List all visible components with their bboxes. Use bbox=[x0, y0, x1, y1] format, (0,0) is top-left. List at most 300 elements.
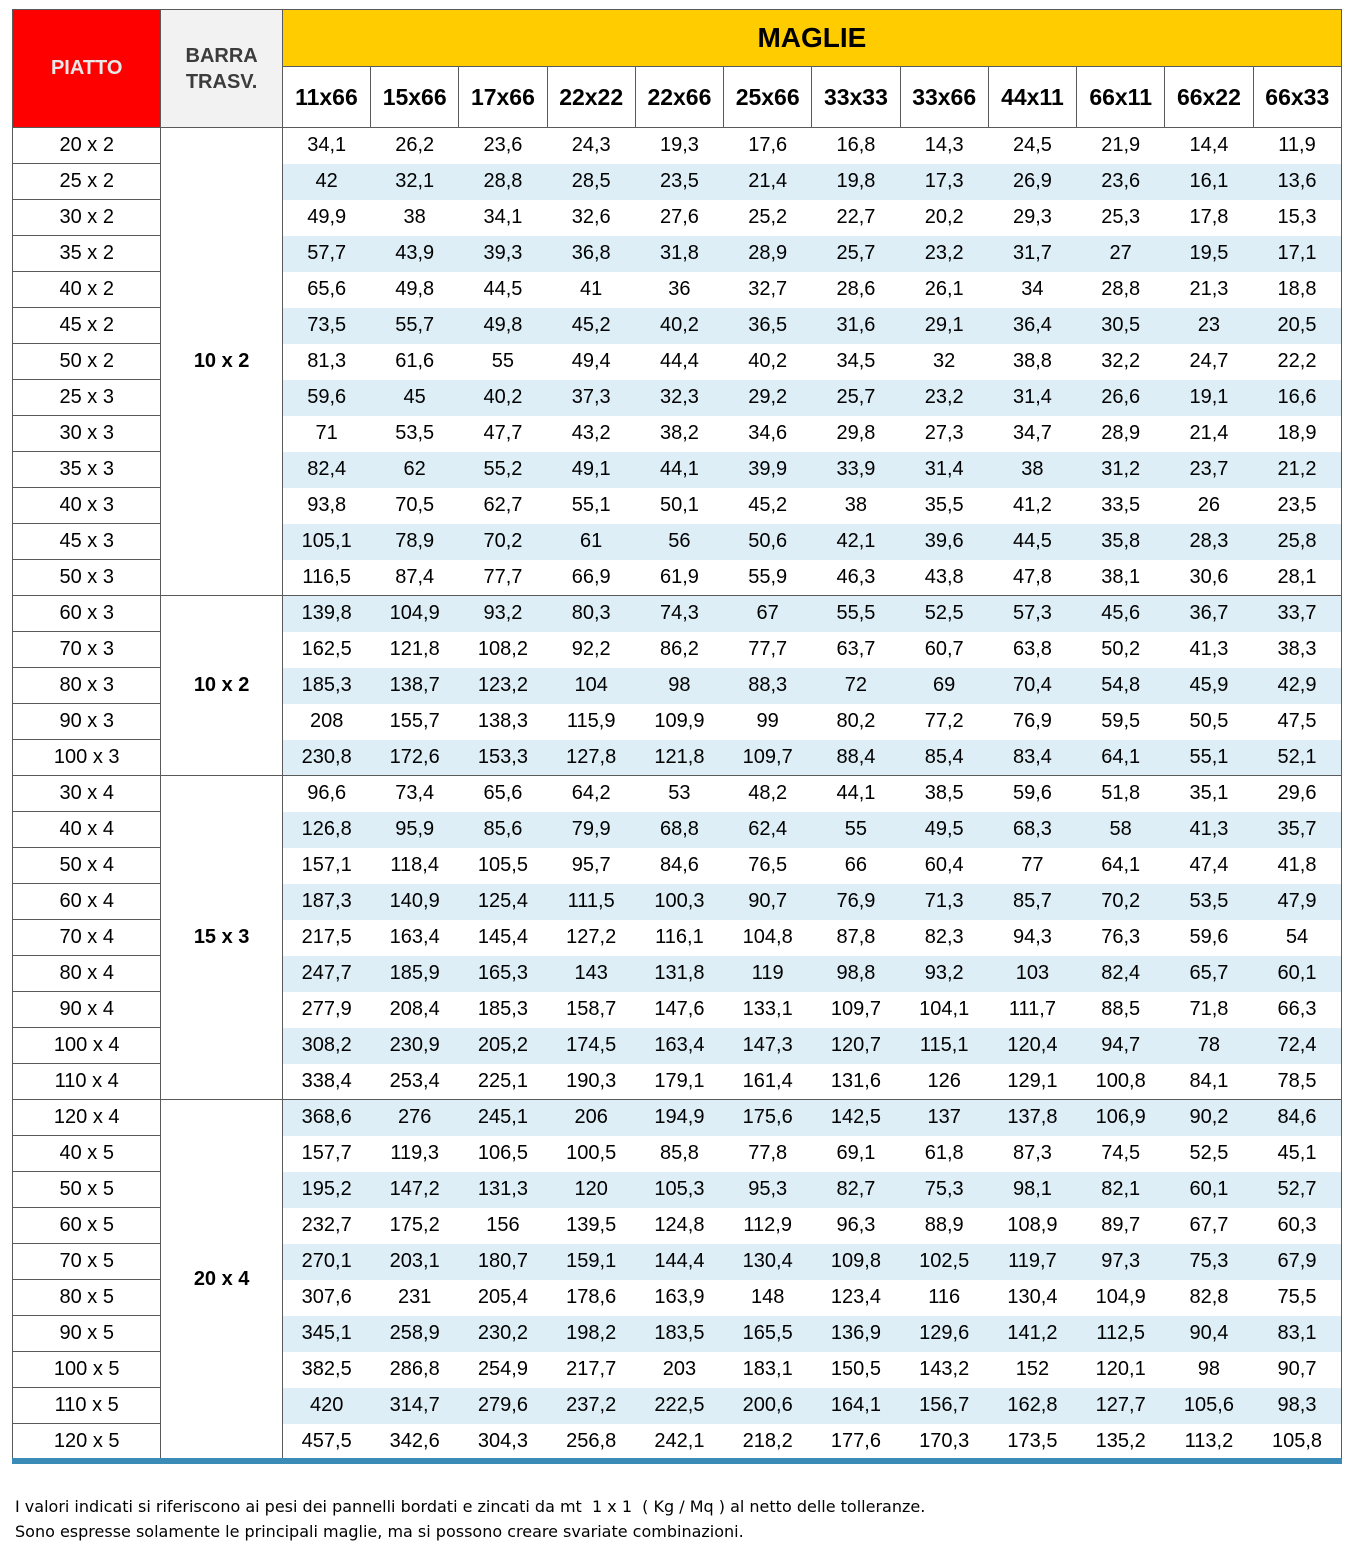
weight-cell: 31,7 bbox=[988, 236, 1076, 272]
weight-cell: 17,3 bbox=[900, 164, 988, 200]
weight-cell: 16,8 bbox=[812, 128, 900, 164]
weight-cell: 70,4 bbox=[988, 668, 1076, 704]
weight-cell: 84,6 bbox=[635, 848, 723, 884]
weight-cell: 72,4 bbox=[1253, 1028, 1341, 1064]
weight-cell: 144,4 bbox=[635, 1244, 723, 1280]
weight-cell: 29,3 bbox=[988, 200, 1076, 236]
weight-cell: 147,2 bbox=[371, 1172, 459, 1208]
weight-cell: 106,9 bbox=[1077, 1100, 1165, 1136]
weight-cell: 87,8 bbox=[812, 920, 900, 956]
weight-cell: 54,8 bbox=[1077, 668, 1165, 704]
weight-cell: 77 bbox=[988, 848, 1076, 884]
weight-cell: 54 bbox=[1253, 920, 1341, 956]
weight-cell: 45,1 bbox=[1253, 1136, 1341, 1172]
piatto-cell: 60 x 3 bbox=[13, 596, 161, 632]
weight-cell: 105,3 bbox=[635, 1172, 723, 1208]
mesh-header-cell: 66x22 bbox=[1165, 67, 1253, 128]
footnote-line: Sono espresse solamente le principali maglie, ma si possono creare svariate combinazioni. bbox=[15, 1522, 744, 1541]
weight-cell: 56 bbox=[635, 524, 723, 560]
weight-cell: 104,8 bbox=[724, 920, 812, 956]
weight-cell: 138,7 bbox=[371, 668, 459, 704]
weight-cell: 137,8 bbox=[988, 1100, 1076, 1136]
weight-cell: 20,5 bbox=[1253, 308, 1341, 344]
weight-cell: 67,7 bbox=[1165, 1208, 1253, 1244]
weight-cell: 119,7 bbox=[988, 1244, 1076, 1280]
weight-cell: 230,9 bbox=[371, 1028, 459, 1064]
weight-cell: 80,3 bbox=[547, 596, 635, 632]
weight-cell: 276 bbox=[371, 1100, 459, 1136]
weight-cell: 38,8 bbox=[988, 344, 1076, 380]
piatto-cell: 80 x 5 bbox=[13, 1280, 161, 1316]
weight-cell: 53,5 bbox=[371, 416, 459, 452]
piatto-cell: 50 x 2 bbox=[13, 344, 161, 380]
weight-cell: 97,3 bbox=[1077, 1244, 1165, 1280]
weight-cell: 30,6 bbox=[1165, 560, 1253, 596]
weight-cell: 139,5 bbox=[547, 1208, 635, 1244]
weight-cell: 19,3 bbox=[635, 128, 723, 164]
weight-cell: 29,2 bbox=[724, 380, 812, 416]
weight-cell: 21,4 bbox=[1165, 416, 1253, 452]
weight-cell: 115,9 bbox=[547, 704, 635, 740]
weight-cell: 82,3 bbox=[900, 920, 988, 956]
weight-cell: 45,6 bbox=[1077, 596, 1165, 632]
weight-cell: 29,6 bbox=[1253, 776, 1341, 812]
weight-cell: 35,7 bbox=[1253, 812, 1341, 848]
weight-cell: 59,6 bbox=[282, 380, 370, 416]
piatto-cell: 120 x 5 bbox=[13, 1424, 161, 1460]
weight-cell: 118,4 bbox=[371, 848, 459, 884]
weight-cell: 61,6 bbox=[371, 344, 459, 380]
weight-cell: 170,3 bbox=[900, 1424, 988, 1460]
weight-cell: 93,8 bbox=[282, 488, 370, 524]
weight-cell: 143 bbox=[547, 956, 635, 992]
weight-cell: 23,2 bbox=[900, 236, 988, 272]
table-header bbox=[13, 10, 1342, 128]
weight-cell: 258,9 bbox=[371, 1316, 459, 1352]
weight-cell: 49,9 bbox=[282, 200, 370, 236]
weight-cell: 112,5 bbox=[1077, 1316, 1165, 1352]
piatto-cell: 90 x 4 bbox=[13, 992, 161, 1028]
weight-cell: 124,8 bbox=[635, 1208, 723, 1244]
weight-cell: 163,4 bbox=[371, 920, 459, 956]
weight-cell: 34,1 bbox=[459, 200, 547, 236]
weight-cell: 93,2 bbox=[900, 956, 988, 992]
weight-cell: 36,8 bbox=[547, 236, 635, 272]
weight-cell: 277,9 bbox=[282, 992, 370, 1028]
weight-cell: 36,7 bbox=[1165, 596, 1253, 632]
piatto-cell: 40 x 5 bbox=[13, 1136, 161, 1172]
weight-cell: 19,8 bbox=[812, 164, 900, 200]
weight-cell: 92,2 bbox=[547, 632, 635, 668]
weight-cell: 138,3 bbox=[459, 704, 547, 740]
barra-cell: 10 x 2 bbox=[161, 596, 282, 776]
weight-cell: 63,7 bbox=[812, 632, 900, 668]
weight-cell: 68,3 bbox=[988, 812, 1076, 848]
weight-cell: 145,4 bbox=[459, 920, 547, 956]
weight-cell: 31,2 bbox=[1077, 452, 1165, 488]
weight-cell: 43,8 bbox=[900, 560, 988, 596]
piatto-cell: 45 x 3 bbox=[13, 524, 161, 560]
weight-cell: 28,8 bbox=[459, 164, 547, 200]
weight-cell: 55,1 bbox=[1165, 740, 1253, 776]
weight-cell: 32,3 bbox=[635, 380, 723, 416]
weight-cell: 55,2 bbox=[459, 452, 547, 488]
weight-cell: 60,1 bbox=[1253, 956, 1341, 992]
weight-cell: 123,2 bbox=[459, 668, 547, 704]
weight-cell: 57,7 bbox=[282, 236, 370, 272]
barra-header bbox=[161, 10, 282, 128]
weight-cell: 143,2 bbox=[900, 1352, 988, 1388]
piatto-cell: 100 x 5 bbox=[13, 1352, 161, 1388]
weight-cell: 73,5 bbox=[282, 308, 370, 344]
piatto-cell: 35 x 3 bbox=[13, 452, 161, 488]
weight-cell: 21,2 bbox=[1253, 452, 1341, 488]
weight-cell: 25,7 bbox=[812, 236, 900, 272]
piatto-cell: 40 x 3 bbox=[13, 488, 161, 524]
piatto-cell: 110 x 5 bbox=[13, 1388, 161, 1424]
weight-cell: 26,9 bbox=[988, 164, 1076, 200]
weight-cell: 47,4 bbox=[1165, 848, 1253, 884]
weight-cell: 100,3 bbox=[635, 884, 723, 920]
piatto-cell: 30 x 2 bbox=[13, 200, 161, 236]
piatto-cell: 70 x 5 bbox=[13, 1244, 161, 1280]
weight-cell: 98,1 bbox=[988, 1172, 1076, 1208]
mesh-header-cell: 44x11 bbox=[988, 67, 1076, 128]
weight-cell: 130,4 bbox=[988, 1280, 1076, 1316]
weight-cell: 163,4 bbox=[635, 1028, 723, 1064]
weight-cell: 64,2 bbox=[547, 776, 635, 812]
weight-cell: 147,6 bbox=[635, 992, 723, 1028]
weight-cell: 24,5 bbox=[988, 128, 1076, 164]
weight-cell: 34,5 bbox=[812, 344, 900, 380]
weight-cell: 47,9 bbox=[1253, 884, 1341, 920]
weight-cell: 109,7 bbox=[812, 992, 900, 1028]
table-body bbox=[13, 128, 1342, 1460]
weight-cell: 24,7 bbox=[1165, 344, 1253, 380]
weight-cell: 87,4 bbox=[371, 560, 459, 596]
weight-cell: 33,9 bbox=[812, 452, 900, 488]
weight-cell: 34 bbox=[988, 272, 1076, 308]
weight-cell: 31,4 bbox=[988, 380, 1076, 416]
weight-cell: 22,7 bbox=[812, 200, 900, 236]
weight-cell: 121,8 bbox=[635, 740, 723, 776]
weight-cell: 382,5 bbox=[282, 1352, 370, 1388]
weight-cell: 98 bbox=[1165, 1352, 1253, 1388]
weight-cell: 64,1 bbox=[1077, 740, 1165, 776]
piatto-cell: 45 x 2 bbox=[13, 308, 161, 344]
weight-cell: 78,5 bbox=[1253, 1064, 1341, 1100]
weight-cell: 164,1 bbox=[812, 1388, 900, 1424]
weight-cell: 23,2 bbox=[900, 380, 988, 416]
weight-cell: 17,6 bbox=[724, 128, 812, 164]
weight-cell: 245,1 bbox=[459, 1100, 547, 1136]
piatto-cell: 25 x 2 bbox=[13, 164, 161, 200]
weight-cell: 120 bbox=[547, 1172, 635, 1208]
weight-cell: 41,2 bbox=[988, 488, 1076, 524]
weight-cell: 203 bbox=[635, 1352, 723, 1388]
weight-cell: 156 bbox=[459, 1208, 547, 1244]
weight-cell: 183,5 bbox=[635, 1316, 723, 1352]
weight-cell: 46,3 bbox=[812, 560, 900, 596]
table-bottom-rule bbox=[12, 1458, 1342, 1464]
weight-cell: 28,3 bbox=[1165, 524, 1253, 560]
weight-cell: 99 bbox=[724, 704, 812, 740]
weight-cell: 225,1 bbox=[459, 1064, 547, 1100]
weight-cell: 82,7 bbox=[812, 1172, 900, 1208]
weight-cell: 52,5 bbox=[1165, 1136, 1253, 1172]
weight-cell: 67 bbox=[724, 596, 812, 632]
weight-cell: 150,5 bbox=[812, 1352, 900, 1388]
weight-cell: 31,6 bbox=[812, 308, 900, 344]
weight-cell: 85,8 bbox=[635, 1136, 723, 1172]
weight-cell: 48,2 bbox=[724, 776, 812, 812]
weight-cell: 25,3 bbox=[1077, 200, 1165, 236]
weight-cell: 90,7 bbox=[1253, 1352, 1341, 1388]
weight-cell: 93,2 bbox=[459, 596, 547, 632]
weight-cell: 76,9 bbox=[812, 884, 900, 920]
weight-cell: 22,2 bbox=[1253, 344, 1341, 380]
weight-cell: 41,3 bbox=[1165, 632, 1253, 668]
weight-cell: 270,1 bbox=[282, 1244, 370, 1280]
weight-cell: 25,2 bbox=[724, 200, 812, 236]
weight-cell: 74,5 bbox=[1077, 1136, 1165, 1172]
weight-cell: 71,3 bbox=[900, 884, 988, 920]
weight-cell: 36 bbox=[635, 272, 723, 308]
weight-cell: 200,6 bbox=[724, 1388, 812, 1424]
weight-cell: 52,1 bbox=[1253, 740, 1341, 776]
weight-cell: 81,3 bbox=[282, 344, 370, 380]
weight-cell: 96,3 bbox=[812, 1208, 900, 1244]
weight-cell: 203,1 bbox=[371, 1244, 459, 1280]
weight-cell: 44,5 bbox=[459, 272, 547, 308]
weight-cell: 72 bbox=[812, 668, 900, 704]
weight-cell: 37,3 bbox=[547, 380, 635, 416]
weight-cell: 104,9 bbox=[371, 596, 459, 632]
weight-cell: 57,3 bbox=[988, 596, 1076, 632]
weight-cell: 155,7 bbox=[371, 704, 459, 740]
weight-cell: 38,2 bbox=[635, 416, 723, 452]
weight-cell: 21,3 bbox=[1165, 272, 1253, 308]
piatto-cell: 50 x 4 bbox=[13, 848, 161, 884]
weight-cell: 174,5 bbox=[547, 1028, 635, 1064]
weight-cell: 111,5 bbox=[547, 884, 635, 920]
weight-cell: 18,9 bbox=[1253, 416, 1341, 452]
footnote-line: I valori indicati si riferiscono ai pesi dei pannelli bordati e zincati da mt 1 x 1 ( Kg / Mq ) al netto delle tolleranze. bbox=[15, 1497, 926, 1516]
weight-cell: 104,1 bbox=[900, 992, 988, 1028]
weight-cell: 183,1 bbox=[724, 1352, 812, 1388]
weight-cell: 175,2 bbox=[371, 1208, 459, 1244]
weight-cell: 17,1 bbox=[1253, 236, 1341, 272]
weight-cell: 38 bbox=[988, 452, 1076, 488]
weight-cell: 55,9 bbox=[724, 560, 812, 596]
weight-cell: 32 bbox=[900, 344, 988, 380]
weight-cell: 94,7 bbox=[1077, 1028, 1165, 1064]
piatto-header: PIATTO bbox=[13, 10, 161, 128]
weight-cell: 27,3 bbox=[900, 416, 988, 452]
weight-cell: 35,8 bbox=[1077, 524, 1165, 560]
weight-cell: 43,2 bbox=[547, 416, 635, 452]
weight-cell: 88,5 bbox=[1077, 992, 1165, 1028]
weight-cell: 70,5 bbox=[371, 488, 459, 524]
weight-cell: 45,2 bbox=[547, 308, 635, 344]
weight-cell: 59,5 bbox=[1077, 704, 1165, 740]
weight-cell: 95,3 bbox=[724, 1172, 812, 1208]
weight-cell: 307,6 bbox=[282, 1280, 370, 1316]
weight-cell: 218,2 bbox=[724, 1424, 812, 1460]
weight-cell: 131,6 bbox=[812, 1064, 900, 1100]
weight-cell: 68,8 bbox=[635, 812, 723, 848]
weight-cell: 55,5 bbox=[812, 596, 900, 632]
weight-cell: 84,6 bbox=[1253, 1100, 1341, 1136]
weight-cell: 112,9 bbox=[724, 1208, 812, 1244]
weight-cell: 50,5 bbox=[1165, 704, 1253, 740]
weight-cell: 44,1 bbox=[635, 452, 723, 488]
weight-cell: 38,5 bbox=[900, 776, 988, 812]
weight-cell: 127,8 bbox=[547, 740, 635, 776]
weight-cell: 78,9 bbox=[371, 524, 459, 560]
weight-cell: 78 bbox=[1165, 1028, 1253, 1064]
weight-cell: 111,7 bbox=[988, 992, 1076, 1028]
weight-cell: 36,5 bbox=[724, 308, 812, 344]
weight-cell: 165,5 bbox=[724, 1316, 812, 1352]
weight-cell: 52,5 bbox=[900, 596, 988, 632]
weight-cell: 28,9 bbox=[1077, 416, 1165, 452]
mesh-header-cell: 11x66 bbox=[282, 67, 370, 128]
weight-cell: 42,1 bbox=[812, 524, 900, 560]
weight-cell: 49,1 bbox=[547, 452, 635, 488]
weight-cell: 86,2 bbox=[635, 632, 723, 668]
weight-cell: 95,9 bbox=[371, 812, 459, 848]
weight-cell: 175,6 bbox=[724, 1100, 812, 1136]
table-row bbox=[13, 776, 1342, 812]
weight-cell: 13,6 bbox=[1253, 164, 1341, 200]
weight-cell: 44,1 bbox=[812, 776, 900, 812]
piatto-cell: 40 x 2 bbox=[13, 272, 161, 308]
weight-cell: 172,6 bbox=[371, 740, 459, 776]
piatto-cell: 40 x 4 bbox=[13, 812, 161, 848]
weight-cell: 120,7 bbox=[812, 1028, 900, 1064]
barra-header-label: BARRA TRASV. bbox=[185, 44, 258, 93]
weight-cell: 20,2 bbox=[900, 200, 988, 236]
weight-cell: 105,5 bbox=[459, 848, 547, 884]
weight-cell: 55 bbox=[459, 344, 547, 380]
weight-cell: 23,6 bbox=[1077, 164, 1165, 200]
weight-cell: 242,1 bbox=[635, 1424, 723, 1460]
weight-cell: 27,6 bbox=[635, 200, 723, 236]
weight-cell: 66,3 bbox=[1253, 992, 1341, 1028]
weight-cell: 42 bbox=[282, 164, 370, 200]
weight-cell: 60,4 bbox=[900, 848, 988, 884]
weight-cell: 47,5 bbox=[1253, 704, 1341, 740]
barra-cell: 20 x 4 bbox=[161, 1100, 282, 1460]
weight-cell: 29,1 bbox=[900, 308, 988, 344]
weight-cell: 28,1 bbox=[1253, 560, 1341, 596]
weight-cell: 71 bbox=[282, 416, 370, 452]
weight-cell: 180,7 bbox=[459, 1244, 547, 1280]
piatto-cell: 80 x 4 bbox=[13, 956, 161, 992]
piatto-cell: 90 x 3 bbox=[13, 704, 161, 740]
weight-cell: 256,8 bbox=[547, 1424, 635, 1460]
mesh-header-cell: 15x66 bbox=[371, 67, 459, 128]
weight-cell: 60,7 bbox=[900, 632, 988, 668]
weight-cell: 39,6 bbox=[900, 524, 988, 560]
weight-cell: 38 bbox=[371, 200, 459, 236]
weight-cell: 177,6 bbox=[812, 1424, 900, 1460]
weight-cell: 163,9 bbox=[635, 1280, 723, 1316]
weight-cell: 156,7 bbox=[900, 1388, 988, 1424]
weight-cell: 16,1 bbox=[1165, 164, 1253, 200]
weight-cell: 185,3 bbox=[282, 668, 370, 704]
weight-cell: 125,4 bbox=[459, 884, 547, 920]
maglie-header: MAGLIE bbox=[282, 10, 1341, 67]
weight-cell: 161,4 bbox=[724, 1064, 812, 1100]
weight-cell: 28,8 bbox=[1077, 272, 1165, 308]
table-row bbox=[13, 128, 1342, 164]
weight-cell: 113,2 bbox=[1165, 1424, 1253, 1460]
weight-cell: 76,9 bbox=[988, 704, 1076, 740]
weight-cell: 162,8 bbox=[988, 1388, 1076, 1424]
weight-cell: 106,5 bbox=[459, 1136, 547, 1172]
weight-cell: 147,3 bbox=[724, 1028, 812, 1064]
weight-cell: 165,3 bbox=[459, 956, 547, 992]
weight-cell: 98,3 bbox=[1253, 1388, 1341, 1424]
weight-cell: 41 bbox=[547, 272, 635, 308]
weight-cell: 32,2 bbox=[1077, 344, 1165, 380]
weight-cell: 141,2 bbox=[988, 1316, 1076, 1352]
weight-cell: 120,1 bbox=[1077, 1352, 1165, 1388]
weight-cell: 27 bbox=[1077, 236, 1165, 272]
piatto-cell: 50 x 3 bbox=[13, 560, 161, 596]
weight-cell: 15,3 bbox=[1253, 200, 1341, 236]
weight-cell: 35,1 bbox=[1165, 776, 1253, 812]
weight-cell: 17,8 bbox=[1165, 200, 1253, 236]
weight-cell: 28,5 bbox=[547, 164, 635, 200]
weight-cell: 64,1 bbox=[1077, 848, 1165, 884]
weight-cell: 187,3 bbox=[282, 884, 370, 920]
weight-cell: 115,1 bbox=[900, 1028, 988, 1064]
weight-cell: 58 bbox=[1077, 812, 1165, 848]
weight-cell: 217,5 bbox=[282, 920, 370, 956]
weight-cell: 23,6 bbox=[459, 128, 547, 164]
weight-cell: 61 bbox=[547, 524, 635, 560]
weight-cell: 77,8 bbox=[724, 1136, 812, 1172]
weight-cell: 14,4 bbox=[1165, 128, 1253, 164]
weight-cell: 95,7 bbox=[547, 848, 635, 884]
weight-cell: 40,2 bbox=[724, 344, 812, 380]
weight-cell: 104 bbox=[547, 668, 635, 704]
weight-cell: 231 bbox=[371, 1280, 459, 1316]
weight-cell: 108,2 bbox=[459, 632, 547, 668]
mesh-header-cell: 33x33 bbox=[812, 67, 900, 128]
weight-cell: 77,7 bbox=[724, 632, 812, 668]
weight-cell: 222,5 bbox=[635, 1388, 723, 1424]
weight-cell: 70,2 bbox=[459, 524, 547, 560]
weight-cell: 105,1 bbox=[282, 524, 370, 560]
piatto-cell: 50 x 5 bbox=[13, 1172, 161, 1208]
weight-cell: 32,7 bbox=[724, 272, 812, 308]
piatto-cell: 30 x 4 bbox=[13, 776, 161, 812]
weight-cell: 127,2 bbox=[547, 920, 635, 956]
weight-cell: 342,6 bbox=[371, 1424, 459, 1460]
weight-cell: 139,8 bbox=[282, 596, 370, 632]
weight-cell: 185,3 bbox=[459, 992, 547, 1028]
weight-cell: 39,3 bbox=[459, 236, 547, 272]
weight-cell: 65,6 bbox=[282, 272, 370, 308]
weight-cell: 153,3 bbox=[459, 740, 547, 776]
weight-cell: 52,7 bbox=[1253, 1172, 1341, 1208]
weight-cell: 19,5 bbox=[1165, 236, 1253, 272]
piatto-cell: 25 x 3 bbox=[13, 380, 161, 416]
